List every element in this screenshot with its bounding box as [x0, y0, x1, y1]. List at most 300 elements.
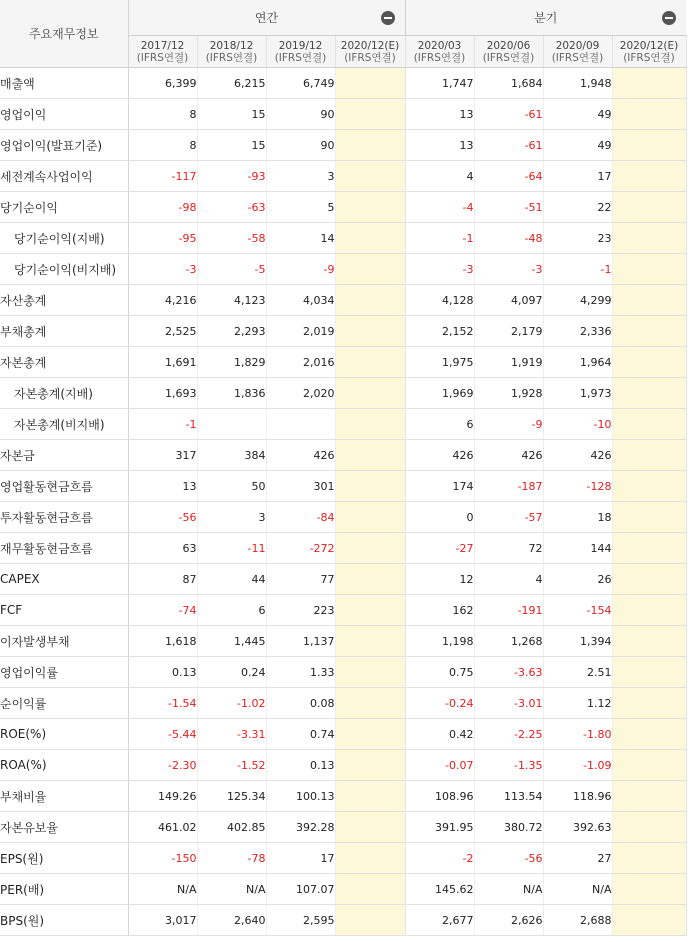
period-header	[474, 36, 543, 68]
row-label: 재무활동현금흐름	[0, 533, 128, 564]
value-cell: 391.95	[405, 812, 474, 843]
value-cell: -9	[266, 254, 335, 285]
value-cell: 1,691	[128, 347, 197, 378]
value-cell: -3.31	[197, 719, 266, 750]
estimate-cell	[335, 657, 405, 688]
value-cell: 1,268	[474, 626, 543, 657]
estimate-cell	[612, 843, 686, 874]
value-cell: 125.34	[197, 781, 266, 812]
row-label: 당기순이익	[0, 192, 128, 223]
value-cell: -58	[197, 223, 266, 254]
value-cell: 49	[543, 99, 612, 130]
row-label: 영업이익(발표기준)	[0, 130, 128, 161]
value-cell: -1.02	[197, 688, 266, 719]
value-cell: -84	[266, 502, 335, 533]
value-cell: 15	[197, 130, 266, 161]
value-cell: 384	[197, 440, 266, 471]
estimate-cell	[612, 378, 686, 409]
estimate-cell	[335, 719, 405, 750]
value-cell: 6	[405, 409, 474, 440]
value-cell: 4,299	[543, 285, 612, 316]
estimate-cell	[335, 781, 405, 812]
row-label: 투자활동현금흐름	[0, 502, 128, 533]
row-label: 자산총계	[0, 285, 128, 316]
row-label: 영업활동현금흐름	[0, 471, 128, 502]
value-cell: 317	[128, 440, 197, 471]
value-cell: -128	[543, 471, 612, 502]
estimate-cell	[612, 161, 686, 192]
row-label: 자본총계(비지배)	[0, 409, 128, 440]
value-cell: 1,836	[197, 378, 266, 409]
value-cell: 107.07	[266, 874, 335, 905]
table-row	[0, 781, 686, 812]
value-cell: 8	[128, 99, 197, 130]
row-label: 이자발생부채	[0, 626, 128, 657]
period-header	[335, 36, 405, 68]
value-cell: -93	[197, 161, 266, 192]
minus-circle-icon[interactable]	[662, 11, 676, 25]
table-row	[0, 192, 686, 223]
value-cell: -10	[543, 409, 612, 440]
estimate-cell	[335, 192, 405, 223]
estimate-cell	[612, 347, 686, 378]
value-cell: -74	[128, 595, 197, 626]
table-row	[0, 905, 686, 936]
estimate-cell	[612, 223, 686, 254]
estimate-cell	[612, 719, 686, 750]
estimate-cell	[335, 316, 405, 347]
value-cell: 223	[266, 595, 335, 626]
period-date: 2019/12	[278, 39, 323, 52]
value-cell: 0.08	[266, 688, 335, 719]
value-cell	[266, 409, 335, 440]
value-cell: 1,928	[474, 378, 543, 409]
estimate-cell	[612, 502, 686, 533]
value-cell: 2,525	[128, 316, 197, 347]
period-basis: (IFRS연결)	[344, 51, 396, 64]
value-cell: -56	[128, 502, 197, 533]
estimate-cell	[612, 812, 686, 843]
period-header	[197, 36, 266, 68]
value-cell: 63	[128, 533, 197, 564]
value-cell: 149.26	[128, 781, 197, 812]
value-cell: -191	[474, 595, 543, 626]
value-cell: 2,640	[197, 905, 266, 936]
value-cell: -1.54	[128, 688, 197, 719]
value-cell: 22	[543, 192, 612, 223]
value-cell: -3.01	[474, 688, 543, 719]
value-cell: 392.63	[543, 812, 612, 843]
period-date: 2018/12	[209, 39, 254, 52]
value-cell: 0.13	[128, 657, 197, 688]
value-cell: 145.62	[405, 874, 474, 905]
value-cell: 17	[543, 161, 612, 192]
estimate-cell	[335, 688, 405, 719]
table-row	[0, 254, 686, 285]
value-cell: 2,336	[543, 316, 612, 347]
row-label: 자본총계	[0, 347, 128, 378]
value-cell: -154	[543, 595, 612, 626]
value-cell: 1,445	[197, 626, 266, 657]
table-body	[0, 68, 686, 936]
estimate-cell	[612, 285, 686, 316]
estimate-cell	[612, 905, 686, 936]
value-cell: -3	[405, 254, 474, 285]
table-row	[0, 285, 686, 316]
value-cell: 17	[266, 843, 335, 874]
value-cell: 118.96	[543, 781, 612, 812]
value-cell: -1	[543, 254, 612, 285]
estimate-cell	[612, 688, 686, 719]
estimate-cell	[612, 874, 686, 905]
value-cell: 1,618	[128, 626, 197, 657]
value-cell: 2,293	[197, 316, 266, 347]
value-cell: -1.35	[474, 750, 543, 781]
value-cell: 0.13	[266, 750, 335, 781]
annual-group-header	[128, 0, 405, 36]
corner-label: 주요재무정보	[0, 0, 128, 68]
value-cell: -1.52	[197, 750, 266, 781]
value-cell: -9	[474, 409, 543, 440]
value-cell: -2.30	[128, 750, 197, 781]
table-row	[0, 812, 686, 843]
period-basis: (IFRS연결)	[482, 51, 535, 64]
period-header	[266, 36, 335, 68]
value-cell: -117	[128, 161, 197, 192]
value-cell: 426	[543, 440, 612, 471]
table-row	[0, 564, 686, 595]
estimate-cell	[335, 409, 405, 440]
value-cell: 49	[543, 130, 612, 161]
value-cell: 4	[405, 161, 474, 192]
table-row	[0, 750, 686, 781]
table-row	[0, 223, 686, 254]
estimate-cell	[335, 440, 405, 471]
value-cell: 3	[266, 161, 335, 192]
period-date: 2020/03	[417, 39, 462, 52]
row-label: 세전계속사업이익	[0, 161, 128, 192]
value-cell: 1,975	[405, 347, 474, 378]
value-cell: 0.24	[197, 657, 266, 688]
table-row	[0, 347, 686, 378]
row-label: 당기순이익(지배)	[0, 223, 128, 254]
value-cell: 4,123	[197, 285, 266, 316]
period-date: 2020/12(E)	[340, 39, 400, 52]
value-cell: 2,016	[266, 347, 335, 378]
table-row	[0, 843, 686, 874]
minus-circle-icon[interactable]	[381, 11, 395, 25]
value-cell: 4,128	[405, 285, 474, 316]
row-label: FCF	[0, 595, 128, 626]
value-cell: -1.09	[543, 750, 612, 781]
value-cell: 1,829	[197, 347, 266, 378]
row-label: 자본금	[0, 440, 128, 471]
value-cell: 6	[197, 595, 266, 626]
value-cell: 27	[543, 843, 612, 874]
estimate-cell	[335, 812, 405, 843]
value-cell: -78	[197, 843, 266, 874]
estimate-cell	[612, 440, 686, 471]
value-cell: 26	[543, 564, 612, 595]
value-cell: -3	[128, 254, 197, 285]
period-basis: (IFRS연결)	[623, 51, 675, 64]
value-cell: 0.74	[266, 719, 335, 750]
value-cell: 12	[405, 564, 474, 595]
value-cell: -4	[405, 192, 474, 223]
value-cell: 15	[197, 99, 266, 130]
row-label: EPS(원)	[0, 843, 128, 874]
value-cell: 2,677	[405, 905, 474, 936]
table-row	[0, 533, 686, 564]
table-row	[0, 502, 686, 533]
value-cell: -3	[474, 254, 543, 285]
value-cell: 144	[543, 533, 612, 564]
period-date: 2017/12	[140, 39, 185, 52]
period-basis: (IFRS연결)	[274, 51, 327, 64]
period-basis: (IFRS연결)	[551, 51, 604, 64]
value-cell: 1,948	[543, 68, 612, 99]
value-cell: 1,747	[405, 68, 474, 99]
value-cell: 1,137	[266, 626, 335, 657]
period-basis: (IFRS연결)	[413, 51, 466, 64]
value-cell: 1,394	[543, 626, 612, 657]
value-cell: 8	[128, 130, 197, 161]
estimate-cell	[612, 130, 686, 161]
table-row	[0, 440, 686, 471]
value-cell: 108.96	[405, 781, 474, 812]
value-cell: 90	[266, 99, 335, 130]
estimate-cell	[335, 347, 405, 378]
annual-label: 연간	[254, 11, 279, 25]
value-cell: 4	[474, 564, 543, 595]
value-cell: 1,969	[405, 378, 474, 409]
estimate-cell	[612, 564, 686, 595]
table-row	[0, 688, 686, 719]
value-cell: 1,198	[405, 626, 474, 657]
row-label: CAPEX	[0, 564, 128, 595]
period-header	[543, 36, 612, 68]
period-header	[405, 36, 474, 68]
period-basis: (IFRS연결)	[205, 51, 258, 64]
value-cell: N/A	[474, 874, 543, 905]
estimate-cell	[612, 316, 686, 347]
value-cell: -95	[128, 223, 197, 254]
value-cell: -150	[128, 843, 197, 874]
estimate-cell	[335, 564, 405, 595]
period-date: 2020/09	[555, 39, 600, 52]
value-cell: -1.80	[543, 719, 612, 750]
value-cell: -272	[266, 533, 335, 564]
estimate-cell	[335, 750, 405, 781]
estimate-cell	[335, 254, 405, 285]
value-cell: 1,973	[543, 378, 612, 409]
row-label: 매출액	[0, 68, 128, 99]
value-cell: 0.42	[405, 719, 474, 750]
value-cell: -5	[197, 254, 266, 285]
row-label: 영업이익률	[0, 657, 128, 688]
estimate-cell	[335, 533, 405, 564]
table-row	[0, 595, 686, 626]
row-label: PER(배)	[0, 874, 128, 905]
value-cell: -48	[474, 223, 543, 254]
estimate-cell	[612, 595, 686, 626]
value-cell: 2,152	[405, 316, 474, 347]
value-cell: -57	[474, 502, 543, 533]
value-cell: 6,215	[197, 68, 266, 99]
quarterly-label: 분기	[534, 11, 558, 25]
period-date: 2020/06	[486, 39, 531, 52]
table-header	[0, 0, 686, 68]
value-cell: 90	[266, 130, 335, 161]
estimate-cell	[335, 99, 405, 130]
value-cell: 2,688	[543, 905, 612, 936]
value-cell: 4,216	[128, 285, 197, 316]
row-label: 자본총계(지배)	[0, 378, 128, 409]
value-cell: 23	[543, 223, 612, 254]
estimate-cell	[612, 68, 686, 99]
value-cell: 461.02	[128, 812, 197, 843]
value-cell: -2.25	[474, 719, 543, 750]
estimate-cell	[335, 502, 405, 533]
value-cell	[197, 409, 266, 440]
value-cell: 13	[405, 130, 474, 161]
period-header	[612, 36, 686, 68]
value-cell: 14	[266, 223, 335, 254]
table-row	[0, 161, 686, 192]
table-row	[0, 626, 686, 657]
row-label: 당기순이익(비지배)	[0, 254, 128, 285]
value-cell: -0.07	[405, 750, 474, 781]
value-cell: 301	[266, 471, 335, 502]
value-cell: 1,964	[543, 347, 612, 378]
value-cell: 2,626	[474, 905, 543, 936]
row-label: 부채비율	[0, 781, 128, 812]
estimate-cell	[612, 626, 686, 657]
period-date: 2020/12(E)	[619, 39, 679, 52]
estimate-cell	[335, 843, 405, 874]
value-cell: 44	[197, 564, 266, 595]
estimate-cell	[612, 99, 686, 130]
estimate-cell	[612, 192, 686, 223]
value-cell: 2,179	[474, 316, 543, 347]
value-cell: -2	[405, 843, 474, 874]
value-cell: 113.54	[474, 781, 543, 812]
table-row	[0, 99, 686, 130]
estimate-cell	[335, 905, 405, 936]
value-cell: -64	[474, 161, 543, 192]
estimate-cell	[335, 378, 405, 409]
value-cell: 13	[128, 471, 197, 502]
value-cell: -11	[197, 533, 266, 564]
estimate-cell	[612, 533, 686, 564]
value-cell: 426	[405, 440, 474, 471]
value-cell: 4,097	[474, 285, 543, 316]
value-cell: N/A	[543, 874, 612, 905]
value-cell: 77	[266, 564, 335, 595]
estimate-cell	[335, 626, 405, 657]
table-row	[0, 378, 686, 409]
table-row	[0, 874, 686, 905]
value-cell: 2,020	[266, 378, 335, 409]
value-cell: 18	[543, 502, 612, 533]
estimate-cell	[335, 874, 405, 905]
table-row	[0, 719, 686, 750]
value-cell: -56	[474, 843, 543, 874]
table-row	[0, 316, 686, 347]
period-header	[128, 36, 197, 68]
value-cell: 1,919	[474, 347, 543, 378]
value-cell: 50	[197, 471, 266, 502]
value-cell: 1,693	[128, 378, 197, 409]
table-row	[0, 130, 686, 161]
estimate-cell	[335, 285, 405, 316]
estimate-cell	[335, 161, 405, 192]
estimate-cell	[335, 130, 405, 161]
value-cell: 4,034	[266, 285, 335, 316]
row-label: 자본유보율	[0, 812, 128, 843]
value-cell: 3	[197, 502, 266, 533]
value-cell: 174	[405, 471, 474, 502]
value-cell: 2,019	[266, 316, 335, 347]
value-cell: 6,399	[128, 68, 197, 99]
value-cell: 2.51	[543, 657, 612, 688]
value-cell: 402.85	[197, 812, 266, 843]
value-cell: -98	[128, 192, 197, 223]
value-cell: 0	[405, 502, 474, 533]
value-cell: 1.33	[266, 657, 335, 688]
value-cell: 5	[266, 192, 335, 223]
value-cell: -27	[405, 533, 474, 564]
value-cell: 0.75	[405, 657, 474, 688]
value-cell: -61	[474, 99, 543, 130]
value-cell: 6,749	[266, 68, 335, 99]
value-cell: 2,595	[266, 905, 335, 936]
value-cell: -51	[474, 192, 543, 223]
value-cell: 1,684	[474, 68, 543, 99]
estimate-cell	[335, 471, 405, 502]
value-cell: -187	[474, 471, 543, 502]
value-cell: 13	[405, 99, 474, 130]
row-label: 순이익률	[0, 688, 128, 719]
table-row	[0, 657, 686, 688]
table-row	[0, 409, 686, 440]
value-cell: 87	[128, 564, 197, 595]
estimate-cell	[612, 409, 686, 440]
row-label: 부채총계	[0, 316, 128, 347]
quarterly-group-header	[405, 0, 686, 36]
value-cell: 380.72	[474, 812, 543, 843]
estimate-cell	[612, 657, 686, 688]
estimate-cell	[612, 781, 686, 812]
value-cell: 72	[474, 533, 543, 564]
estimate-cell	[335, 595, 405, 626]
estimate-cell	[612, 471, 686, 502]
value-cell: 426	[474, 440, 543, 471]
value-cell: N/A	[128, 874, 197, 905]
period-basis: (IFRS연결)	[136, 51, 189, 64]
value-cell: N/A	[197, 874, 266, 905]
value-cell: 392.28	[266, 812, 335, 843]
value-cell: -3.63	[474, 657, 543, 688]
table-row	[0, 68, 686, 99]
value-cell: -63	[197, 192, 266, 223]
value-cell: -61	[474, 130, 543, 161]
estimate-cell	[612, 750, 686, 781]
value-cell: 1.12	[543, 688, 612, 719]
row-label: BPS(원)	[0, 905, 128, 936]
value-cell: 162	[405, 595, 474, 626]
value-cell: 426	[266, 440, 335, 471]
